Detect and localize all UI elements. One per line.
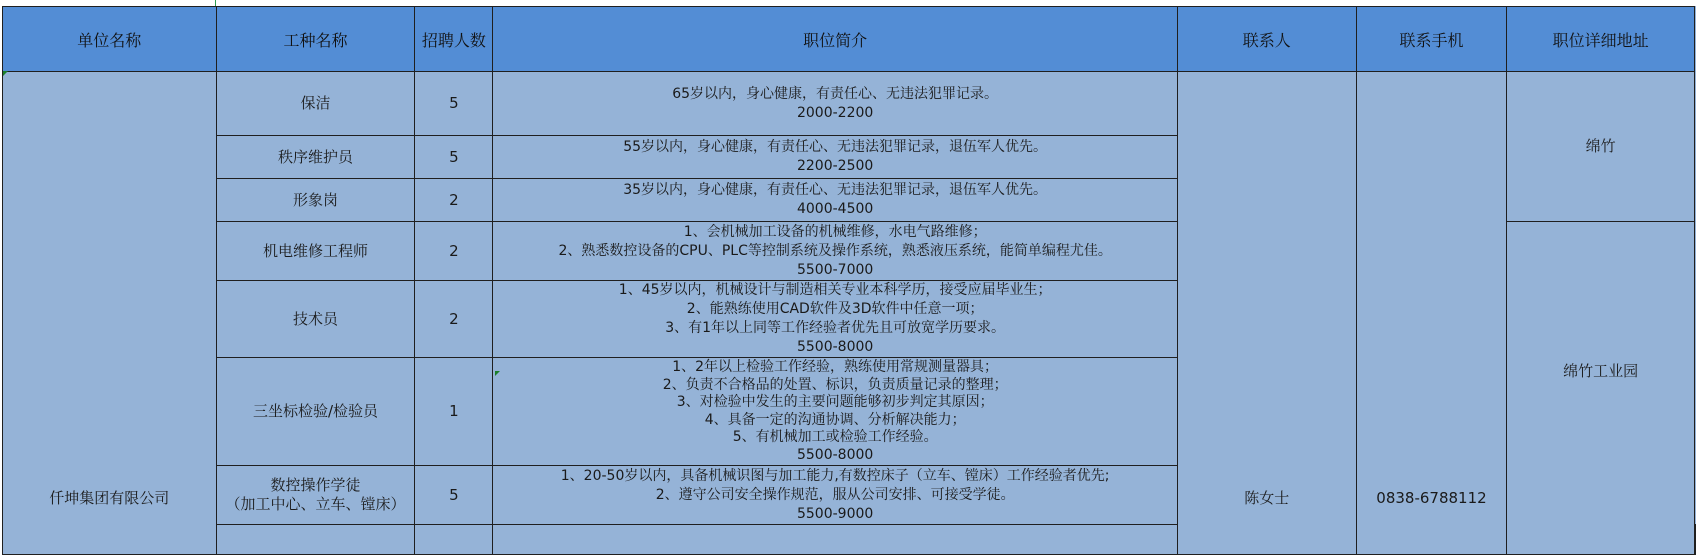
- description-line: 55岁以内，身心健康，有责任心、无违法犯罪记录，退伍军人优先。: [623, 139, 1048, 155]
- cell-comment-marker: [495, 371, 500, 376]
- salary-range: 5500-8000: [796, 339, 874, 355]
- job-listing-table: [2, 6, 1696, 555]
- job-title-cell[interactable]: [216, 358, 415, 466]
- contact-person-cell[interactable]: 陈女士: [1177, 72, 1356, 555]
- job-title-cell[interactable]: [216, 136, 415, 179]
- salary-range: 5500-9000: [796, 505, 874, 522]
- job-title-cell[interactable]: [216, 222, 415, 281]
- cell-comment-marker: [3, 71, 8, 76]
- description-line: 1、2年以上检验工作经验，熟练使用常规测量器具；: [672, 359, 999, 375]
- description-line: 35岁以内，身心健康，有责任心、无违法犯罪记录，退伍军人优先。: [623, 182, 1048, 198]
- description-line: 1、会机械加工设备的机械维修，水电气路维修；: [683, 223, 987, 240]
- description-cell[interactable]: [493, 179, 1178, 222]
- job-title-text: 保洁: [300, 94, 331, 112]
- job-title-cell[interactable]: [216, 466, 415, 525]
- header-description[interactable]: 职位简介: [493, 7, 1178, 72]
- header-row: [3, 7, 1696, 72]
- description-line: 2、能熟练使用CAD软件及3D软件中任意一项；: [686, 301, 984, 317]
- header-contact-phone[interactable]: 联系手机: [1356, 7, 1507, 72]
- description-line: 2、负责不合格品的处置、标识，负责质量记录的整理；: [662, 376, 1008, 393]
- address-cell[interactable]: [1695, 525, 1696, 555]
- header-job-title[interactable]: 工种名称: [216, 7, 415, 72]
- description-line: 5、有机械加工或检验工作经验。: [732, 429, 938, 445]
- description-line: 3、对检验中发生的主要问题能够初步判定其原因；: [676, 394, 994, 410]
- headcount-cell[interactable]: 5: [415, 72, 493, 136]
- description-cell[interactable]: [493, 358, 1178, 466]
- contact-phone-cell[interactable]: 0838-6788112: [1356, 72, 1507, 555]
- headcount-cell[interactable]: 2: [415, 222, 493, 281]
- job-title-cell[interactable]: [216, 525, 415, 555]
- salary-range: 2200-2500: [796, 158, 874, 174]
- headcount-cell[interactable]: [415, 525, 493, 555]
- description-cell[interactable]: [493, 281, 1178, 358]
- job-title-text: 机电维修工程师: [262, 241, 368, 260]
- address-cell[interactable]: 绵竹工业园: [1507, 222, 1695, 555]
- headcount-cell[interactable]: 5: [415, 466, 493, 525]
- description-line: 2、遵守公司安全操作规范，服从公司安排、可接受学徒。: [655, 486, 1015, 503]
- job-title-subtext: （加工中心、立车、镗床）: [225, 495, 406, 513]
- description-line: 1、45岁以内，机械设计与制造相关专业本科学历，接受应届毕业生；: [618, 282, 1052, 298]
- salary-range: 2000-2200: [796, 104, 874, 121]
- address-cell[interactable]: 绵竹: [1507, 72, 1695, 222]
- description-line: 65岁以内，身心健康，有责任心、无违法犯罪记录。: [672, 85, 999, 102]
- job-title-cell[interactable]: [216, 281, 415, 358]
- salary-range: 5500-8000: [796, 446, 874, 463]
- header-contact-person[interactable]: 联系人: [1177, 7, 1356, 72]
- description-line: 3、有1年以上同等工作经验者优先且可放宽学历要求。: [665, 320, 1006, 336]
- description-line: 1、20-50岁以内，具备机械识图与加工能力,有数控床子（立车、镗床）工作经验者优先;: [560, 467, 1110, 484]
- salary-range: 5500-7000: [796, 261, 874, 278]
- company-cell[interactable]: 仟坤集团有限公司: [3, 72, 217, 555]
- headcount-cell[interactable]: 2: [415, 179, 493, 222]
- job-title-cell[interactable]: [216, 72, 415, 136]
- job-title-text: 秩序维护员: [277, 147, 353, 166]
- description-cell[interactable]: [493, 136, 1178, 179]
- job-title-text: 数控操作学徒: [270, 476, 361, 494]
- description-cell[interactable]: [493, 525, 1178, 555]
- table-row: [3, 72, 1696, 136]
- description-line: 4、具备一定的沟通协调、分析解决能力；: [704, 411, 966, 428]
- job-title-text: 形象岗: [292, 190, 338, 209]
- job-title-cell[interactable]: [216, 179, 415, 222]
- job-title-text: 技术员: [292, 309, 338, 328]
- headcount-cell[interactable]: 1: [415, 358, 493, 466]
- description-cell[interactable]: [493, 222, 1178, 281]
- job-title-text: 三坐标检验/检验员: [252, 402, 379, 420]
- headcount-cell[interactable]: 2: [415, 281, 493, 358]
- header-address[interactable]: 职位详细地址: [1507, 7, 1695, 72]
- description-cell[interactable]: [493, 466, 1178, 525]
- header-company[interactable]: 单位名称: [3, 7, 217, 72]
- description-cell[interactable]: [493, 72, 1178, 136]
- header-headcount[interactable]: 招聘人数: [415, 7, 493, 72]
- salary-range: 4000-4500: [796, 201, 874, 217]
- headcount-cell[interactable]: 5: [415, 136, 493, 179]
- description-line: 2、熟悉数控设备的CPU、PLC等控制系统及操作系统，熟悉液压系统，能简单编程尤佳。: [558, 242, 1112, 259]
